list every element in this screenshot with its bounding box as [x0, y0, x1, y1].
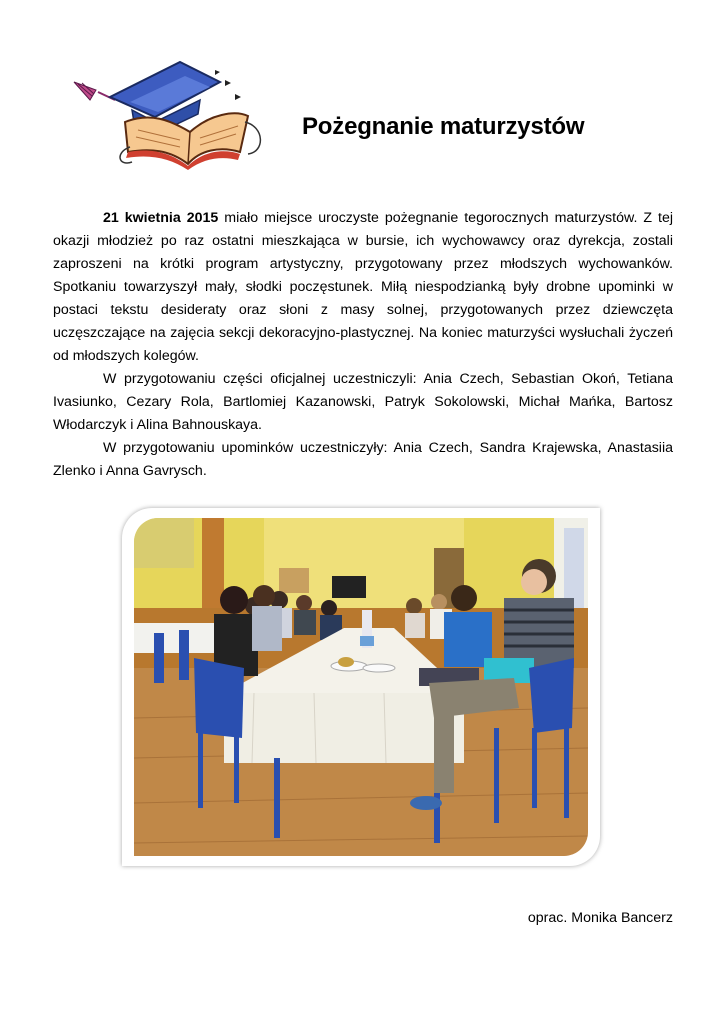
article-body	[53, 207, 673, 483]
paragraph-1	[53, 207, 673, 368]
paragraph-2: W przygotowaniu części oficjalnej uczestniczyli: Ania Czech, Sebastian Okoń, Tetiana Ivasiunko, Cezary Rola, Bartlomiej Kazanowski, Patryk Sokolowski, Michał Mańka, Bartosz Włodarczyk i Alina Bahnouskaya.	[53, 371, 673, 433]
event-photo-frame	[122, 508, 600, 866]
event-date: 21 kwietnia 2015	[103, 210, 219, 226]
graduation-cap-book-icon	[70, 42, 270, 172]
paragraph-1-text: miało miejsce uroczyste pożegnanie tegorocznych maturzystów. Z tej okazji młodzież po raz ostatni mieszkająca w bursie, ich wychowawcy oraz dyrekcja, zostali zaproszeni na krótki program artystyczny, przygotowany przez młodszych wychowanków. Spotkaniu towarzyszył mały, słodki poczęstunek. Miłą niespodzianką były drobne upominki w postaci tekstu desideraty oraz słoni z masy solnej, przygotowanych przez dziewczęta uczęszczające na zajęcia sekcji dekoracyjno-plastycznej. Na koniec maturzyści wysłuchali życzeń od młodszych kolegów.	[53, 210, 673, 364]
page-title: Pożegnanie maturzystów	[302, 113, 585, 140]
paragraph-3: W przygotowaniu upominków uczestniczyły: Ania Czech, Sandra Krajewska, Anastasiia Zlenko i Anna Gavrysch.	[53, 440, 673, 479]
author-credit: oprac. Monika Bancerz	[527, 910, 673, 926]
event-photo	[134, 518, 588, 856]
